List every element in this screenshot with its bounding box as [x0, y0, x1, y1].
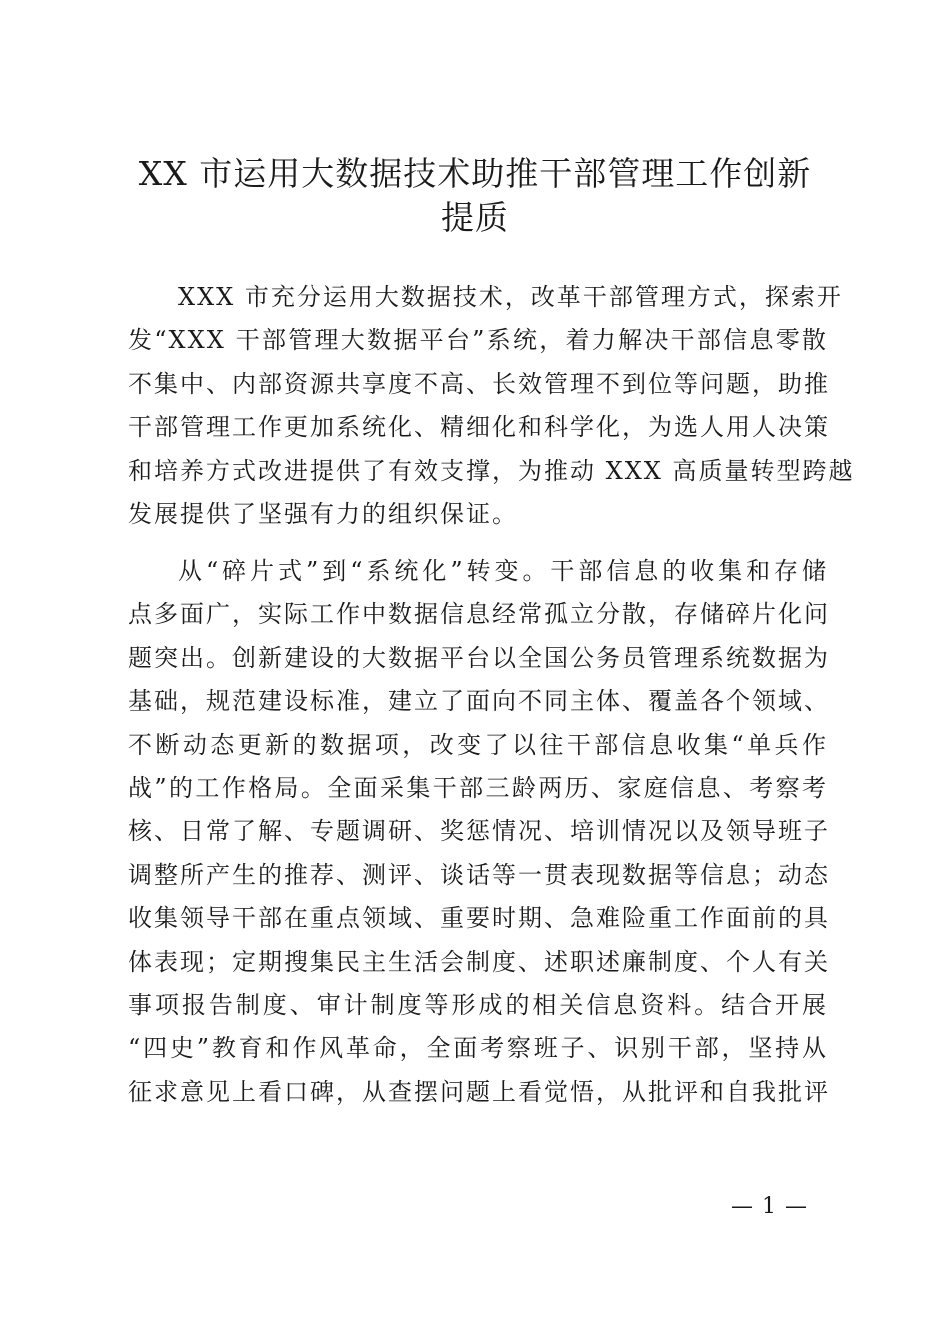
paragraph-line: 从“碎片式”到“系统化”转变。干部信息的收集和存储 [178, 557, 828, 585]
paragraph-line: 干部管理工作更加系统化、精细化和科学化，为选人用人决策 [128, 413, 830, 442]
paragraph-line: 题突出。创新建设的大数据平台以全国公务员管理系统数据为 [128, 643, 830, 672]
title-line-2: 提质 [441, 198, 509, 237]
paragraph-line: 点多面广，实际工作中数据信息经常孤立分散，存储碎片化问 [128, 600, 830, 629]
paragraph-line: 体表现；定期搜集民主生活会制度、述职述廉制度、个人有关 [128, 947, 830, 976]
title-line-1: XX 市运用大数据技术助推干部管理工作创新 [138, 154, 812, 193]
paragraph-line: 不集中、内部资源共享度不高、长效管理不到位等问题，助推 [128, 369, 830, 398]
paragraph-line: XXX 市充分运用大数据技术，改革干部管理方式，探索开 [178, 283, 843, 311]
paragraph-2 [128, 550, 828, 1114]
paragraph-line: 核、日常了解、专题调研、奖惩情况、培训情况以及领导班子 [128, 817, 830, 846]
paragraph-line: 发展提供了坚强有力的组织保证。 [128, 500, 518, 529]
paragraph-line: 发“XXX 干部管理大数据平台”系统，着力解决干部信息零散 [128, 326, 828, 355]
paragraph-line: 战”的工作格局。全面采集干部三龄两历、家庭信息、考察考 [128, 774, 828, 803]
paragraph-line: 事项报告制度、审计制度等形成的相关信息资料。结合开展 [128, 991, 828, 1020]
paragraph-line: 基础，规范建设标准，建立了面向不同主体、覆盖各个领域、 [128, 687, 830, 716]
paragraph-line: 和培养方式改进提供了有效支撑，为推动 XXX 高质量转型跨越 [128, 456, 855, 485]
paragraph-line: “四史”教育和作风革命，全面考察班子、识别干部，坚持从 [128, 1034, 828, 1063]
paragraph-line: 不断动态更新的数据项，改变了以往干部信息收集“单兵作 [128, 730, 828, 759]
page-number: — 1 — [731, 1194, 808, 1219]
paragraph-line: 调整所产生的推荐、测评、谈话等一贯表现数据等信息；动态 [128, 860, 830, 889]
document-title [110, 152, 840, 240]
paragraph-line: 征求意见上看口碑，从查摆问题上看觉悟，从批评和自我批评 [128, 1077, 830, 1106]
paragraph-line: 收集领导干部在重点领域、重要时期、急难险重工作面前的具 [128, 904, 830, 933]
paragraph-1 [128, 276, 855, 536]
